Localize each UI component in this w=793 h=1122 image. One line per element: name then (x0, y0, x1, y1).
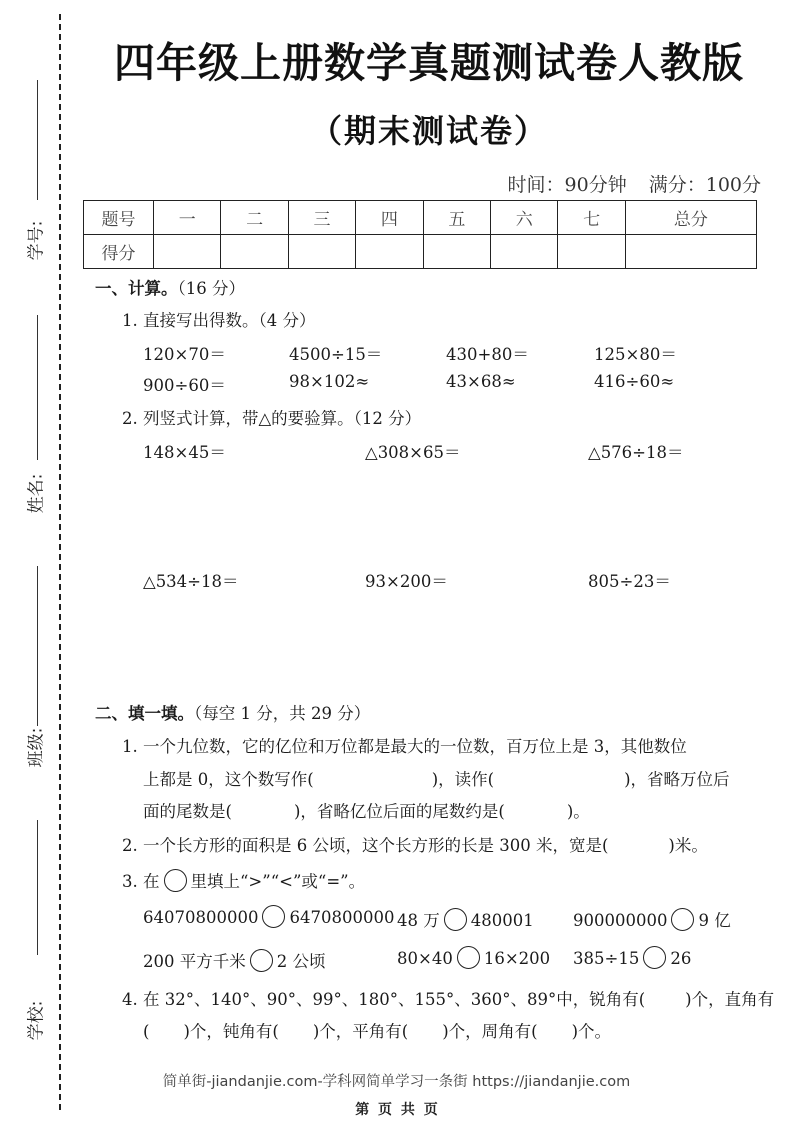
calc-item: 430+80＝ (446, 345, 529, 364)
compare-item: 385÷15 26 (573, 948, 691, 971)
score-cell[interactable] (423, 235, 490, 269)
exam-full-score: 满分：100分 (648, 174, 761, 196)
vertical-calc-item: 148×45＝ (143, 443, 226, 462)
s2-q1-line2: 上都是 0，这个数写作( )，读作( )，省略万位后 (143, 770, 730, 789)
vertical-calc-item: △534÷18＝ (143, 572, 239, 591)
page-title: 四年级上册数学真题测试卷人教版 (114, 39, 744, 87)
row-header-question-no: 题号 (84, 201, 154, 235)
compare-item: 900000000 9 亿 (573, 907, 731, 933)
s2-q3-instruction: 3. 在 里填上“>”“<”或“=”。 (122, 868, 365, 894)
page-number: 第 页 共 页 (355, 1102, 438, 1118)
score-cell[interactable] (288, 235, 355, 269)
compare-circle-icon (164, 869, 187, 892)
s2-q4-line2: ( )个，钝角有( )个，平角有( )个，周角有( )个。 (143, 1022, 611, 1041)
score-cell[interactable] (558, 235, 625, 269)
name-blank-line (37, 315, 38, 460)
calc-item: 416÷60≈ (594, 372, 675, 391)
calc-item: 900÷60＝ (143, 376, 226, 395)
score-cell[interactable] (491, 235, 558, 269)
section2-heading: 二、填一填。（每空 1 分，共 29 分） (95, 704, 371, 723)
name-label: 姓名: (26, 473, 47, 513)
compare-item: 80×40 16×200 (397, 948, 550, 971)
compare-circle[interactable] (671, 908, 694, 931)
school-blank-line (37, 820, 38, 955)
col-header-total: 总分 (625, 201, 756, 235)
score-table (83, 200, 757, 269)
compare-item: 64070800000 6470800000 (143, 907, 394, 930)
vertical-calc-item: 805÷23＝ (588, 572, 671, 591)
vertical-calc-item: △576÷18＝ (588, 443, 684, 462)
col-header: 六 (491, 201, 558, 235)
vertical-calc-item: △308×65＝ (365, 443, 461, 462)
compare-circle[interactable] (262, 905, 285, 928)
student-id-blank-line (37, 80, 38, 200)
score-cell[interactable] (221, 235, 288, 269)
exam-meta (508, 170, 761, 197)
calc-item: 4500÷15＝ (289, 345, 383, 364)
score-table-header-row (84, 201, 757, 235)
compare-circle[interactable] (643, 946, 666, 969)
section1-heading: 一、计算。（16 分） (95, 279, 245, 298)
compare-item: 48 万 480001 (397, 907, 534, 933)
s1-q1-text: 1. 直接写出得数。（4 分） (122, 311, 316, 330)
col-header: 一 (154, 201, 221, 235)
col-header: 三 (288, 201, 355, 235)
school-label: 学校: (26, 1000, 47, 1040)
binding-dotted-line (59, 14, 61, 1110)
s2-q1-line1: 1. 一个九位数，它的亿位和万位都是最大的一位数，百万位上是 3，其他数位 (122, 737, 687, 756)
class-blank-line (37, 566, 38, 726)
col-header: 四 (356, 201, 423, 235)
s1-q2-text: 2. 列竖式计算，带△的要验算。（12 分） (122, 409, 422, 428)
calc-item: 43×68≈ (446, 372, 516, 391)
s2-q4-line1: 4. 在 32°、140°、90°、99°、180°、155°、360°、89°中，锐角有( )个，直角有 (122, 990, 775, 1009)
compare-item: 200 平方千米 2 公顷 (143, 948, 326, 974)
compare-circle[interactable] (457, 946, 480, 969)
calc-item: 98×102≈ (289, 372, 370, 391)
calc-item: 120×70＝ (143, 345, 226, 364)
exam-time: 时间：90分钟 (507, 174, 627, 196)
score-cell-total[interactable] (625, 235, 756, 269)
score-cell[interactable] (154, 235, 221, 269)
footer-source: 简单街-jiandanjie.com-学科网简单学习一条街 https://jiandanjie.com (162, 1074, 631, 1090)
class-label: 班级: (26, 727, 47, 767)
calc-item: 125×80＝ (594, 345, 677, 364)
vertical-calc-item: 93×200＝ (365, 572, 448, 591)
col-header: 二 (221, 201, 288, 235)
compare-circle[interactable] (444, 908, 467, 931)
student-id-label: 学号: (26, 220, 47, 260)
col-header: 五 (423, 201, 490, 235)
col-header: 七 (558, 201, 625, 235)
page-subtitle: （期末测试卷） (309, 112, 548, 150)
score-table-score-row (84, 235, 757, 269)
s2-q2: 2. 一个长方形的面积是 6 公顷，这个长方形的长是 300 米，宽是( )米。 (122, 836, 708, 855)
compare-circle[interactable] (250, 949, 273, 972)
s2-q1-line3: 面的尾数是( )，省略亿位后面的尾数约是( )。 (143, 802, 590, 821)
row-header-score: 得分 (84, 235, 154, 269)
score-cell[interactable] (356, 235, 423, 269)
